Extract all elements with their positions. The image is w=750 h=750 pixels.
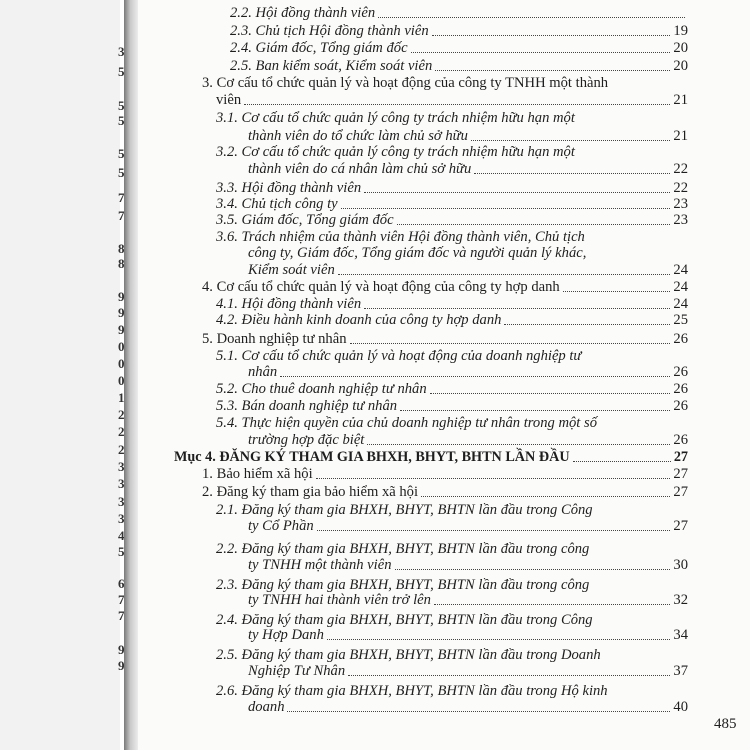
toc-entry-line: 2.5. Đăng ký tham gia BHXH, BHYT, BHTN lần đầu trong Doanh [216, 647, 601, 663]
toc-entry: doanh 40 [248, 699, 688, 715]
toc-entry: 5. Doanh nghiệp tư nhân 26 [202, 331, 688, 347]
margin-digit: 7 [118, 190, 125, 205]
toc-entry: ty TNHH hai thành viên trở lên 32 [248, 592, 688, 608]
toc-entry-line: 5.1. Cơ cấu tổ chức quản lý và hoạt động của doanh nghiệp tư [216, 348, 582, 364]
margin-digit: 8 [118, 241, 125, 256]
margin-digit: 2 [118, 442, 125, 457]
toc-entry: viên 21 [216, 92, 688, 108]
margin-digit: 9 [118, 322, 125, 337]
margin-digit: 7 [118, 208, 125, 223]
margin-digit: 5 [118, 165, 125, 180]
margin-digit: 5 [118, 98, 125, 113]
toc-entry: Kiểm soát viên 24 [248, 262, 688, 278]
toc-entry-line: 2.6. Đăng ký tham gia BHXH, BHYT, BHTN lần đầu trong Hộ kinh [216, 683, 608, 699]
toc-entry: 4. Cơ cấu tổ chức quản lý và hoạt động của công ty hợp danh 24 [202, 279, 688, 295]
table-of-contents [138, 0, 750, 750]
toc-entry: 3.5. Giám đốc, Tổng giám đốc 23 [216, 212, 688, 228]
margin-digit: 0 [118, 356, 125, 371]
toc-entry: 2. Đăng ký tham gia bảo hiểm xã hội 27 [202, 484, 688, 500]
margin-digit: 0 [118, 373, 125, 388]
margin-digit: 4 [118, 528, 125, 543]
toc-entry: 2.2. Hội đồng thành viên [230, 5, 688, 21]
margin-digit: 3 [118, 494, 125, 509]
toc-entry: ty TNHH một thành viên 30 [248, 557, 688, 573]
toc-entry-line: 3. Cơ cấu tổ chức quản lý và hoạt động của công ty TNHH một thành [202, 75, 609, 91]
toc-entry-line: 2.2. Đăng ký tham gia BHXH, BHYT, BHTN lần đầu trong công [216, 541, 590, 557]
toc-entry: 5.3. Bán doanh nghiệp tư nhân 26 [216, 398, 688, 414]
margin-digit: 9 [118, 305, 125, 320]
toc-entry: 2.4. Giám đốc, Tổng giám đốc 20 [230, 40, 688, 56]
margin-digit: 5 [118, 544, 125, 559]
toc-entry-line: công ty, Giám đốc, Tổng giám đốc và người quản lý khác, [248, 245, 587, 261]
margin-digit: 9 [118, 289, 125, 304]
toc-entry: trường hợp đặc biệt 26 [248, 432, 688, 448]
toc-entry: thành viên do tổ chức làm chủ sở hữu 21 [248, 128, 688, 144]
toc-entry: 4.1. Hội đồng thành viên 24 [216, 296, 688, 312]
toc-entry-line: 3.2. Cơ cấu tổ chức quản lý công ty trách nhiệm hữu hạn một [216, 144, 575, 160]
book-spine-shadow [124, 0, 138, 750]
margin-digit: 5 [118, 146, 125, 161]
toc-entry: 3.3. Hội đồng thành viên 22 [216, 180, 688, 196]
previous-page-margin [0, 0, 125, 750]
margin-digit: 9 [118, 642, 125, 657]
toc-page [138, 0, 750, 750]
toc-entry: 5.2. Cho thuê doanh nghiệp tư nhân 26 [216, 381, 688, 397]
margin-digit: 3 [118, 459, 125, 474]
margin-digit: 6 [118, 576, 125, 591]
toc-entry: thành viên do cá nhân làm chủ sở hữu 22 [248, 161, 688, 177]
margin-digit: 1 [118, 390, 125, 405]
toc-entry-line: 2.1. Đăng ký tham gia BHXH, BHYT, BHTN lần đầu trong Công [216, 502, 593, 518]
toc-entry: 1. Bảo hiểm xã hội 27 [202, 466, 688, 482]
margin-digit: 5 [118, 64, 125, 79]
margin-digit: 7 [118, 608, 125, 623]
toc-entry: ty Cổ Phần 27 [248, 518, 688, 534]
margin-digit: 3 [118, 44, 125, 59]
toc-entry-line: 2.3. Đăng ký tham gia BHXH, BHYT, BHTN lần đầu trong công [216, 577, 590, 593]
margin-digit: 2 [118, 424, 125, 439]
toc-entry: 2.5. Ban kiểm soát, Kiểm soát viên 20 [230, 58, 688, 74]
margin-digit: 3 [118, 476, 125, 491]
margin-digit: 8 [118, 256, 125, 271]
page-number: 485 [714, 716, 737, 732]
margin-digit: 2 [118, 407, 125, 422]
margin-digit: 7 [118, 592, 125, 607]
toc-entry: 4.2. Điều hành kinh doanh của công ty hợp danh 25 [216, 312, 688, 328]
margin-digit: 3 [118, 511, 125, 526]
toc-entry-line: 3.6. Trách nhiệm của thành viên Hội đồng thành viên, Chủ tịch [216, 229, 585, 245]
toc-entry: 3.4. Chủ tịch công ty 23 [216, 196, 688, 212]
margin-digit: 9 [118, 658, 125, 673]
toc-entry-line: 5.4. Thực hiện quyền của chủ doanh nghiệp tư nhân trong một số [216, 415, 597, 431]
margin-digit: 5 [118, 113, 125, 128]
toc-entry: ty Hợp Danh 34 [248, 627, 688, 643]
toc-entry: 2.3. Chủ tịch Hội đồng thành viên 19 [230, 23, 688, 39]
toc-entry-line: 3.1. Cơ cấu tổ chức quản lý công ty trách nhiệm hữu hạn một [216, 110, 575, 126]
toc-entry: nhân 26 [248, 364, 688, 380]
section-heading: Mục 4. ĐĂNG KÝ THAM GIA BHXH, BHYT, BHTN LẦN ĐẦU 27 [174, 449, 688, 465]
toc-entry-line: 2.4. Đăng ký tham gia BHXH, BHYT, BHTN lần đầu trong Công [216, 612, 593, 628]
toc-entry: Nghiệp Tư Nhân 37 [248, 663, 688, 679]
margin-digit: 0 [118, 339, 125, 354]
